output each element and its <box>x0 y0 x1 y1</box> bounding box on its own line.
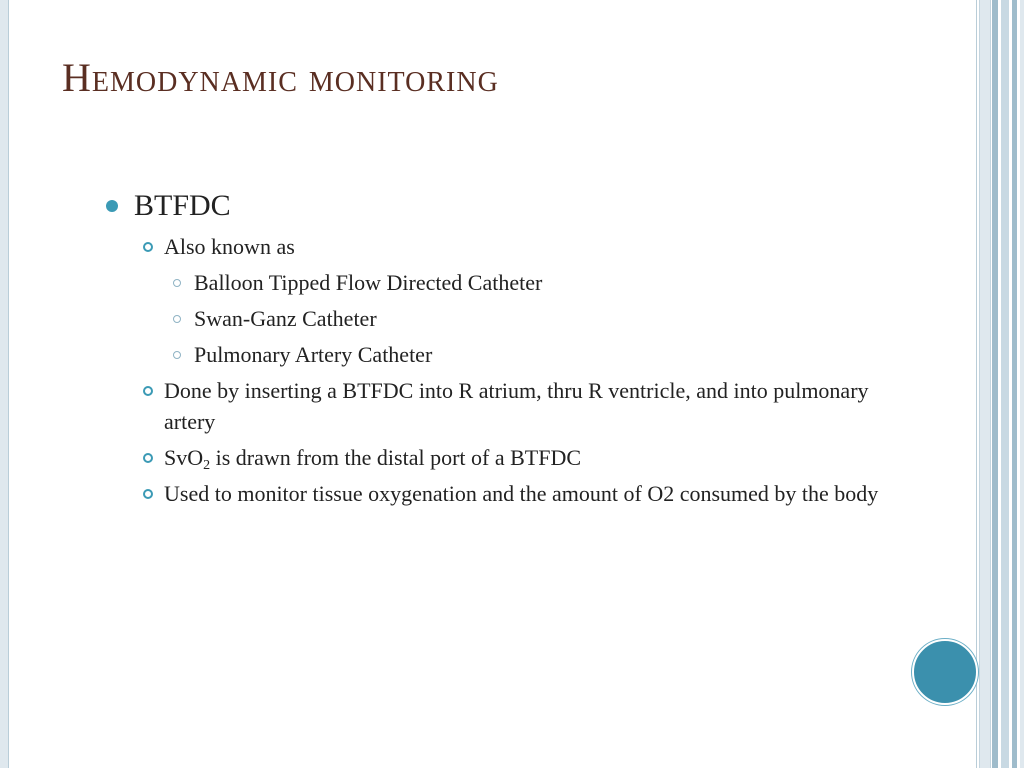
bullet-text-used-to-monitor: Used to monitor tissue oxygenation and the amount of O2 consumed by the body <box>164 481 879 506</box>
bullet-text-balloon: Balloon Tipped Flow Directed Catheter <box>194 270 543 295</box>
right-stripe <box>1001 0 1009 768</box>
bullet-level2 <box>134 478 904 509</box>
bullet-level3 <box>164 267 904 298</box>
bullet-level3 <box>164 339 904 370</box>
bullet-level1 <box>104 186 904 226</box>
svo2-suffix: is drawn from the distal port of a BTFDC <box>210 445 582 470</box>
right-stripe <box>1012 0 1017 768</box>
bullet-text-swan-ganz: Swan-Ganz Catheter <box>194 306 377 331</box>
bullet-level2 <box>134 375 904 437</box>
decorative-circle <box>912 639 978 705</box>
right-stripe <box>992 0 998 768</box>
slide-content <box>104 186 904 509</box>
bullet-ring-icon <box>143 453 153 463</box>
left-frame-border <box>0 0 10 768</box>
bullet-text-done-by: Done by inserting a BTFDC into R atrium, thru R ventricle, and into pulmonary artery <box>164 378 869 434</box>
bullet-level2 <box>134 231 904 262</box>
bullet-level2 <box>134 442 904 473</box>
bullet-text-svo2 <box>164 445 582 473</box>
bullet-text-btfdc: BTFDC <box>134 189 231 222</box>
bullet-text-also-known-as: Also known as <box>164 234 295 259</box>
bullet-ring-small-icon <box>173 351 181 359</box>
svo2-subscript: 2 <box>203 458 211 473</box>
bullet-level3 <box>164 303 904 334</box>
slide-title: Hemodynamic monitoring <box>62 55 499 100</box>
bullet-ring-small-icon <box>173 315 181 323</box>
bullet-dot-icon <box>106 200 118 212</box>
right-frame-stripes <box>976 0 1024 768</box>
bullet-ring-small-icon <box>173 279 181 287</box>
bullet-ring-icon <box>143 489 153 499</box>
right-stripe <box>1020 0 1024 768</box>
right-stripe <box>979 0 991 768</box>
left-frame-stripe <box>0 0 9 768</box>
right-stripe <box>976 0 977 768</box>
bullet-ring-icon <box>143 386 153 396</box>
bullet-ring-icon <box>143 242 153 252</box>
bullet-text-pulmonary: Pulmonary Artery Catheter <box>194 342 433 367</box>
svo2-prefix: SvO <box>164 445 204 470</box>
